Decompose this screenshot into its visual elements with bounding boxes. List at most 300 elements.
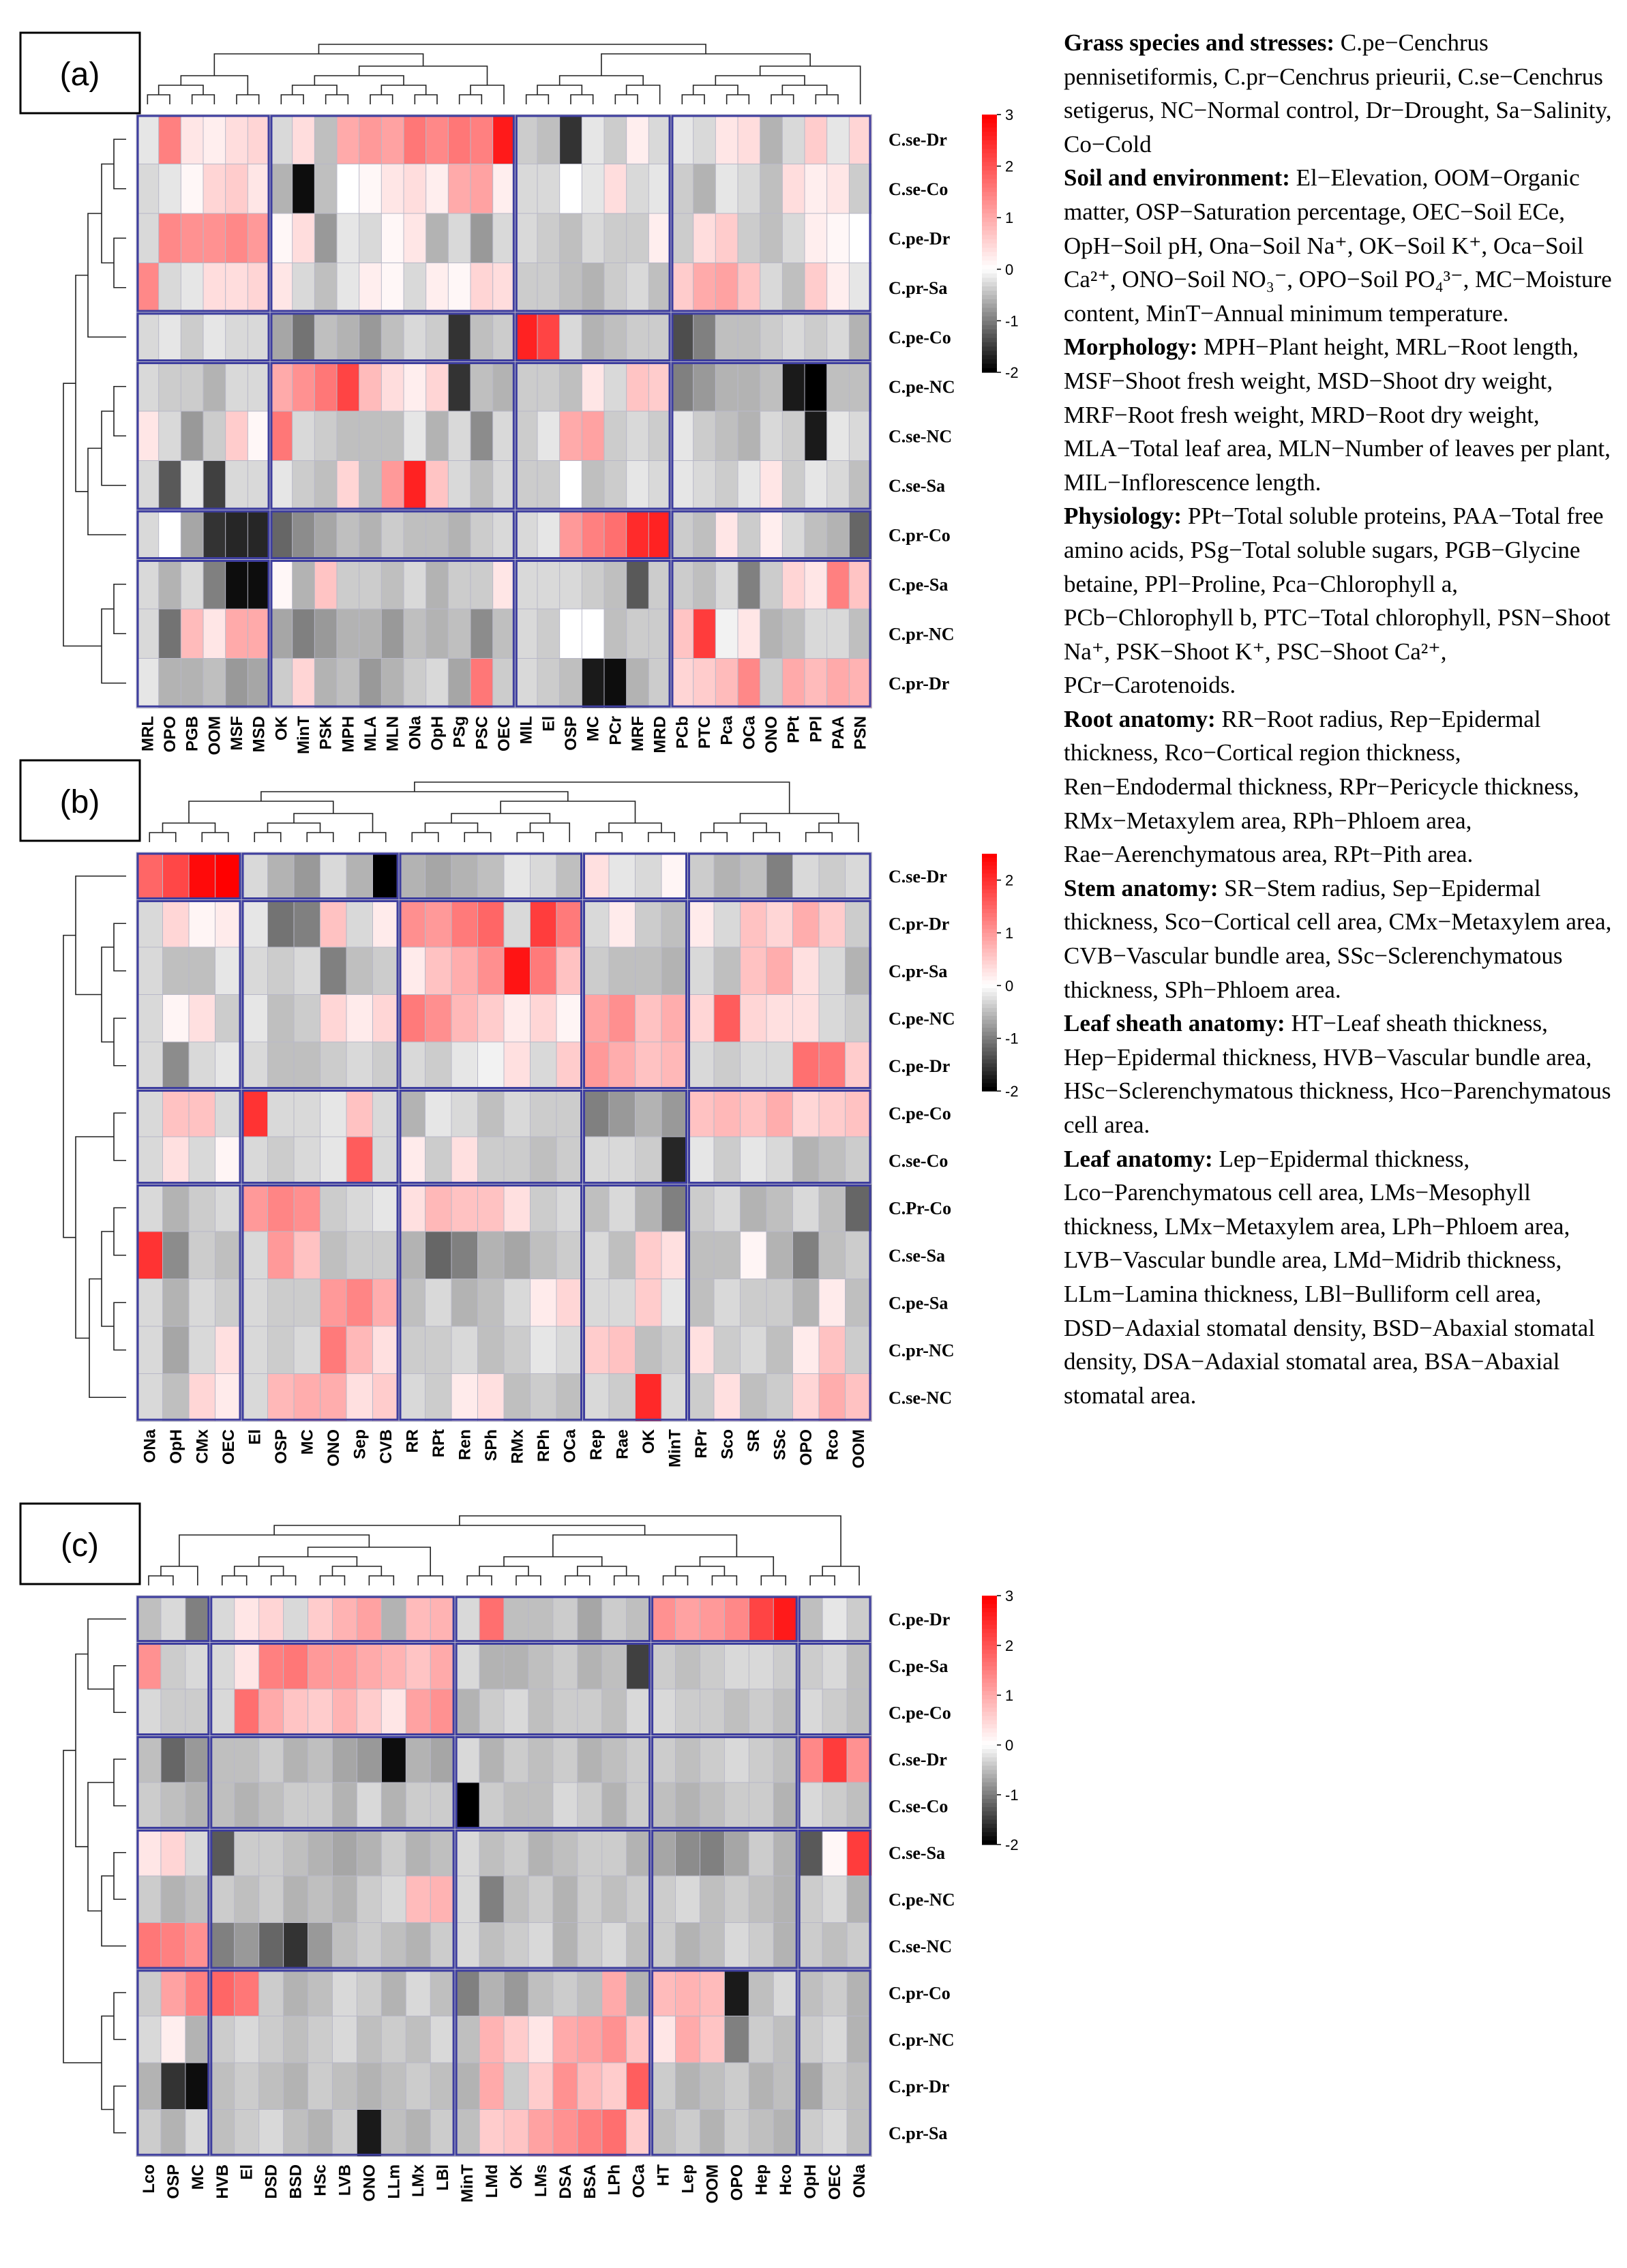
heatmap-cell xyxy=(136,312,159,362)
colorbar-segment xyxy=(982,248,997,252)
heatmap-cell xyxy=(332,1689,357,1736)
colorbar-segment xyxy=(982,329,997,334)
heatmap-cell xyxy=(448,510,471,560)
heatmap-cell xyxy=(651,1643,676,1690)
heatmap-cell xyxy=(671,461,693,511)
heatmap-cell xyxy=(693,362,716,412)
heatmap-cell xyxy=(268,1042,295,1090)
heatmap-cell xyxy=(284,1736,308,1783)
heatmap-cell xyxy=(136,852,163,900)
heatmap-cell xyxy=(700,1643,724,1690)
heatmap-cell xyxy=(426,263,449,313)
heatmap-cell xyxy=(471,411,493,461)
heatmap-cell xyxy=(741,1279,767,1327)
heatmap-cell xyxy=(847,1643,871,1690)
row-label: C.pr-Sa xyxy=(889,278,948,298)
heatmap-cell xyxy=(636,1326,662,1374)
colorbar-segment xyxy=(982,1071,997,1075)
heatmap-cell xyxy=(455,1689,479,1736)
column-dendrogram-branch xyxy=(517,833,543,842)
legend-section-root-anatomy xyxy=(1064,702,1613,871)
heatmap-cell xyxy=(504,995,531,1043)
heatmap-cell xyxy=(556,1374,583,1422)
heatmap-cell xyxy=(560,609,582,659)
heatmap-cell xyxy=(381,1969,406,2016)
heatmap-cell xyxy=(693,263,716,313)
heatmap-cell xyxy=(381,2110,406,2157)
heatmap-cell xyxy=(560,115,582,164)
heatmap-cell xyxy=(671,312,693,362)
heatmap-cell xyxy=(136,510,159,560)
heatmap-cell xyxy=(528,1596,553,1643)
row-label: C.se-NC xyxy=(889,1936,953,1956)
heatmap-cell xyxy=(528,1923,553,1970)
heatmap-cell xyxy=(724,1643,749,1690)
column-dendrogram-branch xyxy=(565,1576,590,1585)
heatmap-cell xyxy=(604,164,627,214)
heatmap-cell xyxy=(478,947,505,995)
heatmap-cell xyxy=(741,1090,767,1137)
heatmap-cell xyxy=(604,213,627,263)
heatmap-cell xyxy=(493,560,516,610)
heatmap-cell xyxy=(805,411,827,461)
heatmap-cell xyxy=(159,560,181,610)
heatmap-cell xyxy=(693,510,716,560)
heatmap-cell xyxy=(715,560,738,610)
heatmap-cell xyxy=(847,1969,871,2016)
heatmap-cell xyxy=(163,852,190,900)
heatmap-cell xyxy=(270,461,293,511)
heatmap-cell xyxy=(556,1184,583,1232)
heatmap-cell xyxy=(661,947,688,995)
colorbar-segment xyxy=(982,1075,997,1079)
heatmap-cell xyxy=(531,900,557,948)
heatmap-cell xyxy=(602,2063,627,2110)
heatmap-cell xyxy=(163,947,190,995)
row-dendrogram-branch xyxy=(88,448,126,535)
colorbar-tick-label: 0 xyxy=(1005,977,1014,995)
column-dendrogram-branch xyxy=(714,823,766,833)
heatmap-cell xyxy=(270,263,293,313)
heatmap-cell xyxy=(357,1782,381,1830)
heatmap-cell xyxy=(819,947,846,995)
heatmap-cell xyxy=(294,1326,320,1374)
heatmap-cell xyxy=(337,213,359,263)
heatmap-cell xyxy=(448,411,471,461)
heatmap-cell xyxy=(226,411,248,461)
column-label: El xyxy=(237,2164,256,2180)
column-label: MC xyxy=(298,1429,317,1455)
heatmap-cell xyxy=(847,1596,871,1643)
heatmap-cell xyxy=(537,461,560,511)
heatmap-cell xyxy=(268,1137,295,1184)
heatmap-cell xyxy=(203,560,226,610)
heatmap-cell xyxy=(357,1830,381,1877)
colorbar-segment xyxy=(982,295,997,300)
heatmap-cell xyxy=(359,263,382,313)
heatmap-cell xyxy=(504,1042,531,1090)
heatmap-cell xyxy=(531,995,557,1043)
heatmap-cell xyxy=(346,900,373,948)
column-label: OEC xyxy=(826,2164,845,2200)
heatmap-cell xyxy=(404,362,426,412)
heatmap-cell xyxy=(560,362,582,412)
heatmap-cell xyxy=(741,1374,767,1422)
heatmap-cell xyxy=(531,1184,557,1232)
heatmap-cell xyxy=(270,560,293,610)
heatmap-cell xyxy=(661,852,688,900)
column-label: HSc xyxy=(311,2164,330,2196)
colorbar-segment xyxy=(982,368,997,373)
colorbar-segment xyxy=(982,1596,997,1600)
heatmap-cell xyxy=(479,1643,504,1690)
heatmap-cell xyxy=(827,609,850,659)
heatmap-cell xyxy=(609,1279,636,1327)
heatmap-cell xyxy=(528,1643,553,1690)
colorbar-segment xyxy=(982,140,997,145)
heatmap-cell xyxy=(556,995,583,1043)
colorbar-segment xyxy=(982,1028,997,1032)
heatmap-cell xyxy=(627,461,649,511)
colorbar-segment xyxy=(982,1753,997,1758)
heatmap-cell xyxy=(294,1042,320,1090)
column-label: LMs xyxy=(531,2164,550,2197)
heatmap-cell xyxy=(479,1596,504,1643)
heatmap-cell xyxy=(504,1596,528,1643)
heatmap-cell xyxy=(259,1876,284,1923)
column-dendrogram-branch xyxy=(149,1576,173,1585)
column-dendrogram-branch xyxy=(222,1576,247,1585)
heatmap-cell xyxy=(537,510,560,560)
heatmap-cell xyxy=(504,1137,531,1184)
heatmap-cell xyxy=(766,852,793,900)
heatmap-cell xyxy=(760,659,783,708)
colorbar-segment xyxy=(982,984,997,988)
colorbar-segment xyxy=(982,218,997,222)
heatmap-cell xyxy=(426,900,452,948)
heatmap-cell xyxy=(471,609,493,659)
heatmap-cell xyxy=(294,1184,320,1232)
heatmap-cell xyxy=(822,2110,847,2157)
heatmap-cell xyxy=(430,1643,455,1690)
heatmap-cell xyxy=(359,164,382,214)
colorbar-segment xyxy=(982,953,997,957)
heatmap-cell xyxy=(582,312,604,362)
heatmap-cell xyxy=(373,852,400,900)
heatmap-cell xyxy=(381,312,404,362)
colorbar-segment xyxy=(982,961,997,965)
heatmap-cell xyxy=(332,2063,357,2110)
heatmap-cell xyxy=(259,1969,284,2016)
heatmap-cell xyxy=(203,115,226,164)
heatmap-cell xyxy=(448,263,471,313)
heatmap-cell xyxy=(556,1090,583,1137)
heatmap-cell xyxy=(381,263,404,313)
column-dendrogram-branch xyxy=(676,1566,725,1576)
heatmap-cell xyxy=(583,947,610,995)
heatmap-cell xyxy=(528,2016,553,2063)
colorbar-segment xyxy=(982,992,997,996)
heatmap-cell xyxy=(504,852,531,900)
heatmap-cell xyxy=(320,1090,347,1137)
colorbar-segment xyxy=(982,128,997,132)
heatmap-cell xyxy=(357,2063,381,2110)
heatmap-cell xyxy=(700,1830,724,1877)
column-label: LBl xyxy=(434,2164,453,2191)
heatmap-cell xyxy=(604,411,627,461)
heatmap-cell xyxy=(357,1596,381,1643)
column-dendrogram-branch xyxy=(648,833,675,842)
row-dendrogram-branch xyxy=(88,1782,114,1911)
column-label: LPh xyxy=(605,2164,624,2196)
heatmap-cell xyxy=(226,560,248,610)
heatmap-cell xyxy=(627,1830,651,1877)
heatmap-cell xyxy=(537,411,560,461)
heatmap-cell xyxy=(827,560,850,610)
heatmap-cell xyxy=(553,2016,578,2063)
heatmap-cell xyxy=(448,213,471,263)
heatmap-cell xyxy=(185,1736,210,1783)
heatmap-cell xyxy=(455,1830,479,1877)
colorbar-segment xyxy=(982,1616,997,1621)
colorbar-segment xyxy=(982,893,997,897)
heatmap-cell xyxy=(478,1232,505,1279)
heatmap-cell xyxy=(270,659,293,708)
heatmap-cell xyxy=(688,1279,715,1327)
heatmap-cell xyxy=(448,312,471,362)
heatmap-cell xyxy=(609,995,636,1043)
heatmap-cell xyxy=(406,1643,430,1690)
colorbar-segment xyxy=(982,913,997,917)
heatmap-cell xyxy=(215,1279,242,1327)
heatmap-cell xyxy=(724,1830,749,1877)
heatmap-cell xyxy=(604,312,627,362)
heatmap-cell xyxy=(404,560,426,610)
row-label: C.pr-Dr xyxy=(889,2076,950,2097)
heatmap-cell xyxy=(294,852,320,900)
heatmap-cell xyxy=(314,164,337,214)
heatmap-cell xyxy=(430,1689,455,1736)
column-label: Sep xyxy=(350,1429,370,1460)
column-dendrogram-branch xyxy=(537,85,582,95)
heatmap-cell xyxy=(203,461,226,511)
heatmap-cell xyxy=(270,312,293,362)
heatmap-cell xyxy=(248,164,270,214)
heatmap-cell xyxy=(661,1184,688,1232)
heatmap-cell xyxy=(773,1736,798,1783)
heatmap-cell xyxy=(163,1326,190,1374)
heatmap-cell xyxy=(185,2063,210,2110)
heatmap-cell xyxy=(359,362,382,412)
heatmap-cell xyxy=(582,560,604,610)
colorbar-segment xyxy=(982,256,997,261)
heatmap-cell xyxy=(531,1090,557,1137)
column-label: OSP xyxy=(164,2164,183,2199)
heatmap-cell xyxy=(426,947,452,995)
row-label: C.se-Co xyxy=(889,1150,949,1171)
colorbar-segment xyxy=(982,1691,997,1696)
heatmap-cell xyxy=(478,1184,505,1232)
heatmap-cell xyxy=(136,560,159,610)
heatmap-cell xyxy=(671,510,693,560)
heatmap-cell xyxy=(346,852,373,900)
heatmap-cell xyxy=(399,1184,426,1232)
heatmap-cell xyxy=(293,115,315,164)
heatmap-cell xyxy=(661,1090,688,1137)
row-label: C.se-NC xyxy=(889,426,953,447)
row-dendrogram-branch xyxy=(114,2086,126,2133)
heatmap-cell xyxy=(714,1232,741,1279)
heatmap-cell xyxy=(215,947,242,995)
heatmap-cell xyxy=(773,2063,798,2110)
column-label: PSK xyxy=(316,716,335,750)
heatmap-cell xyxy=(560,461,582,511)
heatmap-cell xyxy=(604,263,627,313)
heatmap-cell xyxy=(847,1782,871,1830)
heatmap-cell xyxy=(426,1137,452,1184)
heatmap-cell xyxy=(805,263,827,313)
heatmap-cell xyxy=(159,164,181,214)
heatmap-cell xyxy=(259,1782,284,1830)
heatmap-cell xyxy=(479,2063,504,2110)
legend-body: HT−Leaf sheath thickness, Hep−Epidermal thickness, HVB−Vascular bundle area, HSc−Sclerenchymatous thickness, Hco−Parenchymatous cell area. xyxy=(1064,1010,1611,1138)
heatmap-cell xyxy=(381,1736,406,1783)
heatmap-cell xyxy=(773,1923,798,1970)
colorbar-segment xyxy=(982,209,997,214)
heatmap-cell xyxy=(284,1923,308,1970)
colorbar-segment xyxy=(982,1679,997,1684)
heatmap-cell xyxy=(308,1596,333,1643)
heatmap-cell xyxy=(479,2110,504,2157)
colorbar-segment xyxy=(982,1749,997,1754)
row-label: C.pe-Co xyxy=(889,1103,951,1124)
colorbar-segment xyxy=(982,925,997,929)
heatmap-cell xyxy=(406,1596,430,1643)
heatmap-cell xyxy=(724,1923,749,1970)
heatmap-cell xyxy=(359,659,382,708)
heatmap-cell xyxy=(773,1876,798,1923)
heatmap-cell xyxy=(760,115,783,164)
colorbar-segment xyxy=(982,265,997,270)
heatmap-cell xyxy=(582,164,604,214)
column-label: Hep xyxy=(752,2164,771,2196)
colorbar-segment xyxy=(982,183,997,188)
heatmap-cell xyxy=(741,947,767,995)
heatmap-cell xyxy=(235,2063,259,2110)
heatmap-cell xyxy=(583,1090,610,1137)
colorbar-segment xyxy=(982,1729,997,1733)
column-dendrogram-branch xyxy=(274,1525,644,1535)
legend-section-stem-anatomy xyxy=(1064,871,1613,1006)
heatmap-cell xyxy=(531,1232,557,1279)
heatmap-cell xyxy=(676,2016,700,2063)
heatmap-cell xyxy=(700,1596,724,1643)
legend-body: RR−Root radius, Rep−Epidermal thickness, Rco−Cortical region thickness, Ren−Endodermal thickness, RPr−Pericycle thickness, RMx−Metaxylem area, RPh−Phloem area, Rae−Aerenchymatous area, RPt−Pith area. xyxy=(1064,705,1579,868)
colorbar-segment xyxy=(982,149,997,153)
heatmap-cell xyxy=(471,362,493,412)
heatmap-cell xyxy=(827,362,850,412)
column-label: OCa xyxy=(561,1429,580,1463)
heatmap-cell xyxy=(268,852,295,900)
row-dendrogram-branch xyxy=(102,164,114,263)
heatmap-cell xyxy=(693,560,716,610)
row-dendrogram-branch xyxy=(76,1137,114,1338)
heatmap-cell xyxy=(773,2110,798,2157)
colorbar-segment xyxy=(982,1761,997,1766)
heatmap-cell xyxy=(782,312,805,362)
colorbar-segment xyxy=(982,166,997,171)
heatmap-cell xyxy=(553,2063,578,2110)
heatmap-cell xyxy=(578,2016,602,2063)
heatmap-cell xyxy=(163,1090,190,1137)
heatmap-cell xyxy=(241,1184,268,1232)
column-dendrogram-branch xyxy=(214,54,423,76)
heatmap-cell xyxy=(406,1782,430,1830)
heatmap-cell xyxy=(381,2016,406,2063)
heatmap-cell xyxy=(235,1969,259,2016)
heatmap-cell xyxy=(602,1596,627,1643)
heatmap-cell xyxy=(451,1090,478,1137)
heatmap-cell xyxy=(515,213,537,263)
heatmap-cell xyxy=(359,560,382,610)
row-label: C.pe-Dr xyxy=(889,1609,951,1630)
row-dendrogram-branch xyxy=(88,213,126,337)
row-dendrogram-branch xyxy=(114,1018,126,1066)
heatmap-cell xyxy=(268,900,295,948)
heatmap-cell xyxy=(583,1042,610,1090)
heatmap-cell xyxy=(406,2016,430,2063)
heatmap-cell xyxy=(294,900,320,948)
heatmap-cell xyxy=(455,1643,479,1690)
heatmap-cell xyxy=(537,560,560,610)
column-dendrogram-branch xyxy=(281,95,303,104)
row-label: C.se-Dr xyxy=(889,866,947,886)
row-dendrogram-branch xyxy=(114,139,126,189)
column-label: LMx xyxy=(409,2164,428,2197)
heatmap-cell xyxy=(163,1374,190,1422)
heatmap-cell xyxy=(163,1232,190,1279)
heatmap-cell xyxy=(215,1090,242,1137)
heatmap-cell xyxy=(136,213,159,263)
heatmap-cell xyxy=(604,362,627,412)
heatmap-cell xyxy=(381,362,404,412)
heatmap-cell xyxy=(163,1279,190,1327)
heatmap-cell xyxy=(426,362,449,412)
heatmap-cell xyxy=(528,1689,553,1736)
legend-section-species xyxy=(1064,26,1613,161)
heatmap-cell xyxy=(181,461,203,511)
heatmap-cell xyxy=(627,411,649,461)
row-dendrogram-branch xyxy=(89,1279,126,1398)
heatmap-cell xyxy=(849,411,871,461)
heatmap-cell xyxy=(159,609,181,659)
heatmap-cell xyxy=(648,115,671,164)
heatmap-cell xyxy=(749,1782,773,1830)
heatmap-cell xyxy=(847,2016,871,2063)
heatmap-cell xyxy=(185,2016,210,2063)
column-label: RPt xyxy=(429,1429,448,1458)
heatmap-cell xyxy=(136,1279,163,1327)
column-label: Rco xyxy=(823,1429,842,1461)
heatmap-cell xyxy=(714,852,741,900)
heatmap-cell xyxy=(381,510,404,560)
heatmap-cell xyxy=(827,312,850,362)
heatmap-cell xyxy=(661,1042,688,1090)
heatmap-cell xyxy=(537,659,560,708)
heatmap-cell xyxy=(357,2110,381,2157)
heatmap-cell xyxy=(241,995,268,1043)
heatmap-cell xyxy=(226,362,248,412)
